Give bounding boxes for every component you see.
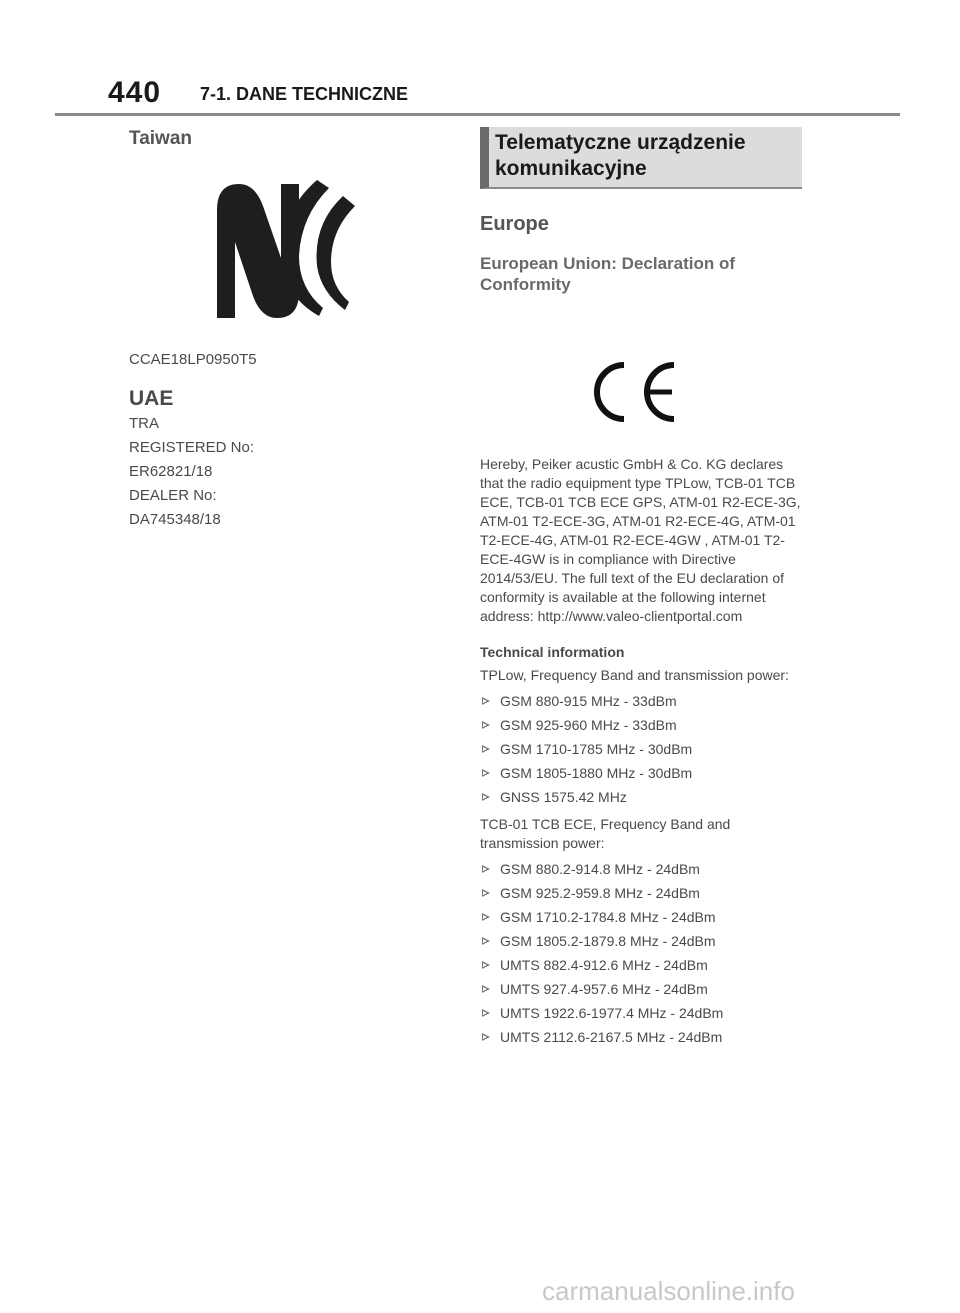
page-number: 440 xyxy=(108,76,162,109)
uae-line: REGISTERED No: xyxy=(129,439,255,456)
tplow-intro: TPLow, Frequency Band and transmission power: xyxy=(480,667,789,683)
watermark: carmanualsonline.info xyxy=(542,1276,795,1306)
tcb-band-list xyxy=(480,857,802,1049)
arrow-bullet-icon xyxy=(482,913,490,921)
right-column xyxy=(480,127,802,1049)
declaration-of-conformity-heading: European Union: Declaration of Conformity xyxy=(480,254,736,294)
arrow-bullet-icon xyxy=(482,793,490,801)
list-item xyxy=(480,689,802,713)
arrow-bullet-icon xyxy=(482,961,490,969)
ncc-logo-icon xyxy=(207,170,357,320)
uae-line: DA745348/18 xyxy=(129,511,221,528)
tcb-intro: TCB-01 TCB ECE, Frequency Band and transmission power: xyxy=(480,816,731,851)
arrow-bullet-icon xyxy=(482,985,490,993)
uae-line: TRA xyxy=(129,415,159,432)
arrow-bullet-icon xyxy=(482,889,490,897)
arrow-bullet-icon xyxy=(482,1009,490,1017)
uae-line: ER62821/18 xyxy=(129,463,213,480)
list-item xyxy=(480,905,802,929)
arrow-bullet-icon xyxy=(482,745,490,753)
section-title: 7-1. DANE TECHNICZNE xyxy=(200,84,409,104)
band-text: GSM 925.2-959.8 MHz - 24dBm xyxy=(500,885,700,901)
list-item xyxy=(480,761,802,785)
band-text: GSM 880-915 MHz - 33dBm xyxy=(500,693,677,709)
band-text: GSM 1710-1785 MHz - 30dBm xyxy=(500,741,693,757)
list-item xyxy=(480,953,802,977)
header-divider xyxy=(55,113,900,116)
band-text: GSM 1710.2-1784.8 MHz - 24dBm xyxy=(500,909,716,925)
arrow-bullet-icon xyxy=(482,769,490,777)
tplow-band-list xyxy=(480,689,802,809)
uae-heading: UAE xyxy=(129,387,174,410)
europe-heading: Europe xyxy=(480,213,549,235)
list-item xyxy=(480,857,802,881)
list-item xyxy=(480,737,802,761)
band-text: GSM 1805-1880 MHz - 30dBm xyxy=(500,765,693,781)
declaration-text: Hereby, Peiker acustic GmbH & Co. KG declares that the radio equipment type TPLow, TCB-01 TCB ECE, TCB-01 TCB ECE GPS, ATM-01 R2-ECE-3G, ATM-01 T2-ECE-3G, ATM-01 R2-ECE-4G, ATM-01 T2-ECE-4G, ATM-01 R2-ECE-4GW , ATM-01 T2-ECE-4GW is in compliance with Directive 2014/53/EU. The full text of the EU declaration of conformity is available at the following internet address: http://www.valeo-clientportal.com xyxy=(480,456,801,624)
band-text: GSM 925-960 MHz - 33dBm xyxy=(500,717,677,733)
arrow-bullet-icon xyxy=(482,1033,490,1041)
band-text: GSM 880.2-914.8 MHz - 24dBm xyxy=(500,861,700,877)
band-text: UMTS 927.4-957.6 MHz - 24dBm xyxy=(500,981,708,997)
list-item xyxy=(480,929,802,953)
telematics-section-box xyxy=(480,127,802,189)
left-column xyxy=(129,126,429,532)
uae-block xyxy=(129,386,429,532)
band-text: GSM 1805.2-1879.8 MHz - 24dBm xyxy=(500,933,716,949)
arrow-bullet-icon xyxy=(482,865,490,873)
arrow-bullet-icon xyxy=(482,721,490,729)
arrow-bullet-icon xyxy=(482,937,490,945)
band-text: UMTS 2112.6-2167.5 MHz - 24dBm xyxy=(500,1029,723,1045)
list-item xyxy=(480,881,802,905)
list-item xyxy=(480,785,802,809)
telematics-section-title: Telematyczne urządzenie komunikacyjne xyxy=(495,131,746,180)
band-text: UMTS 1922.6-1977.4 MHz - 24dBm xyxy=(500,1005,724,1021)
list-item xyxy=(480,977,802,1001)
list-item xyxy=(480,713,802,737)
taiwan-heading: Taiwan xyxy=(129,128,192,149)
band-text: UMTS 882.4-912.6 MHz - 24dBm xyxy=(500,957,708,973)
uae-line: DEALER No: xyxy=(129,487,217,504)
list-item xyxy=(480,1001,802,1025)
technical-information-heading: Technical information xyxy=(480,644,625,660)
ce-mark-icon xyxy=(586,359,678,425)
ncc-code: CCAE18LP0950T5 xyxy=(129,351,257,368)
arrow-bullet-icon xyxy=(482,697,490,705)
band-text: GNSS 1575.42 MHz xyxy=(500,789,627,805)
list-item xyxy=(480,1025,802,1049)
